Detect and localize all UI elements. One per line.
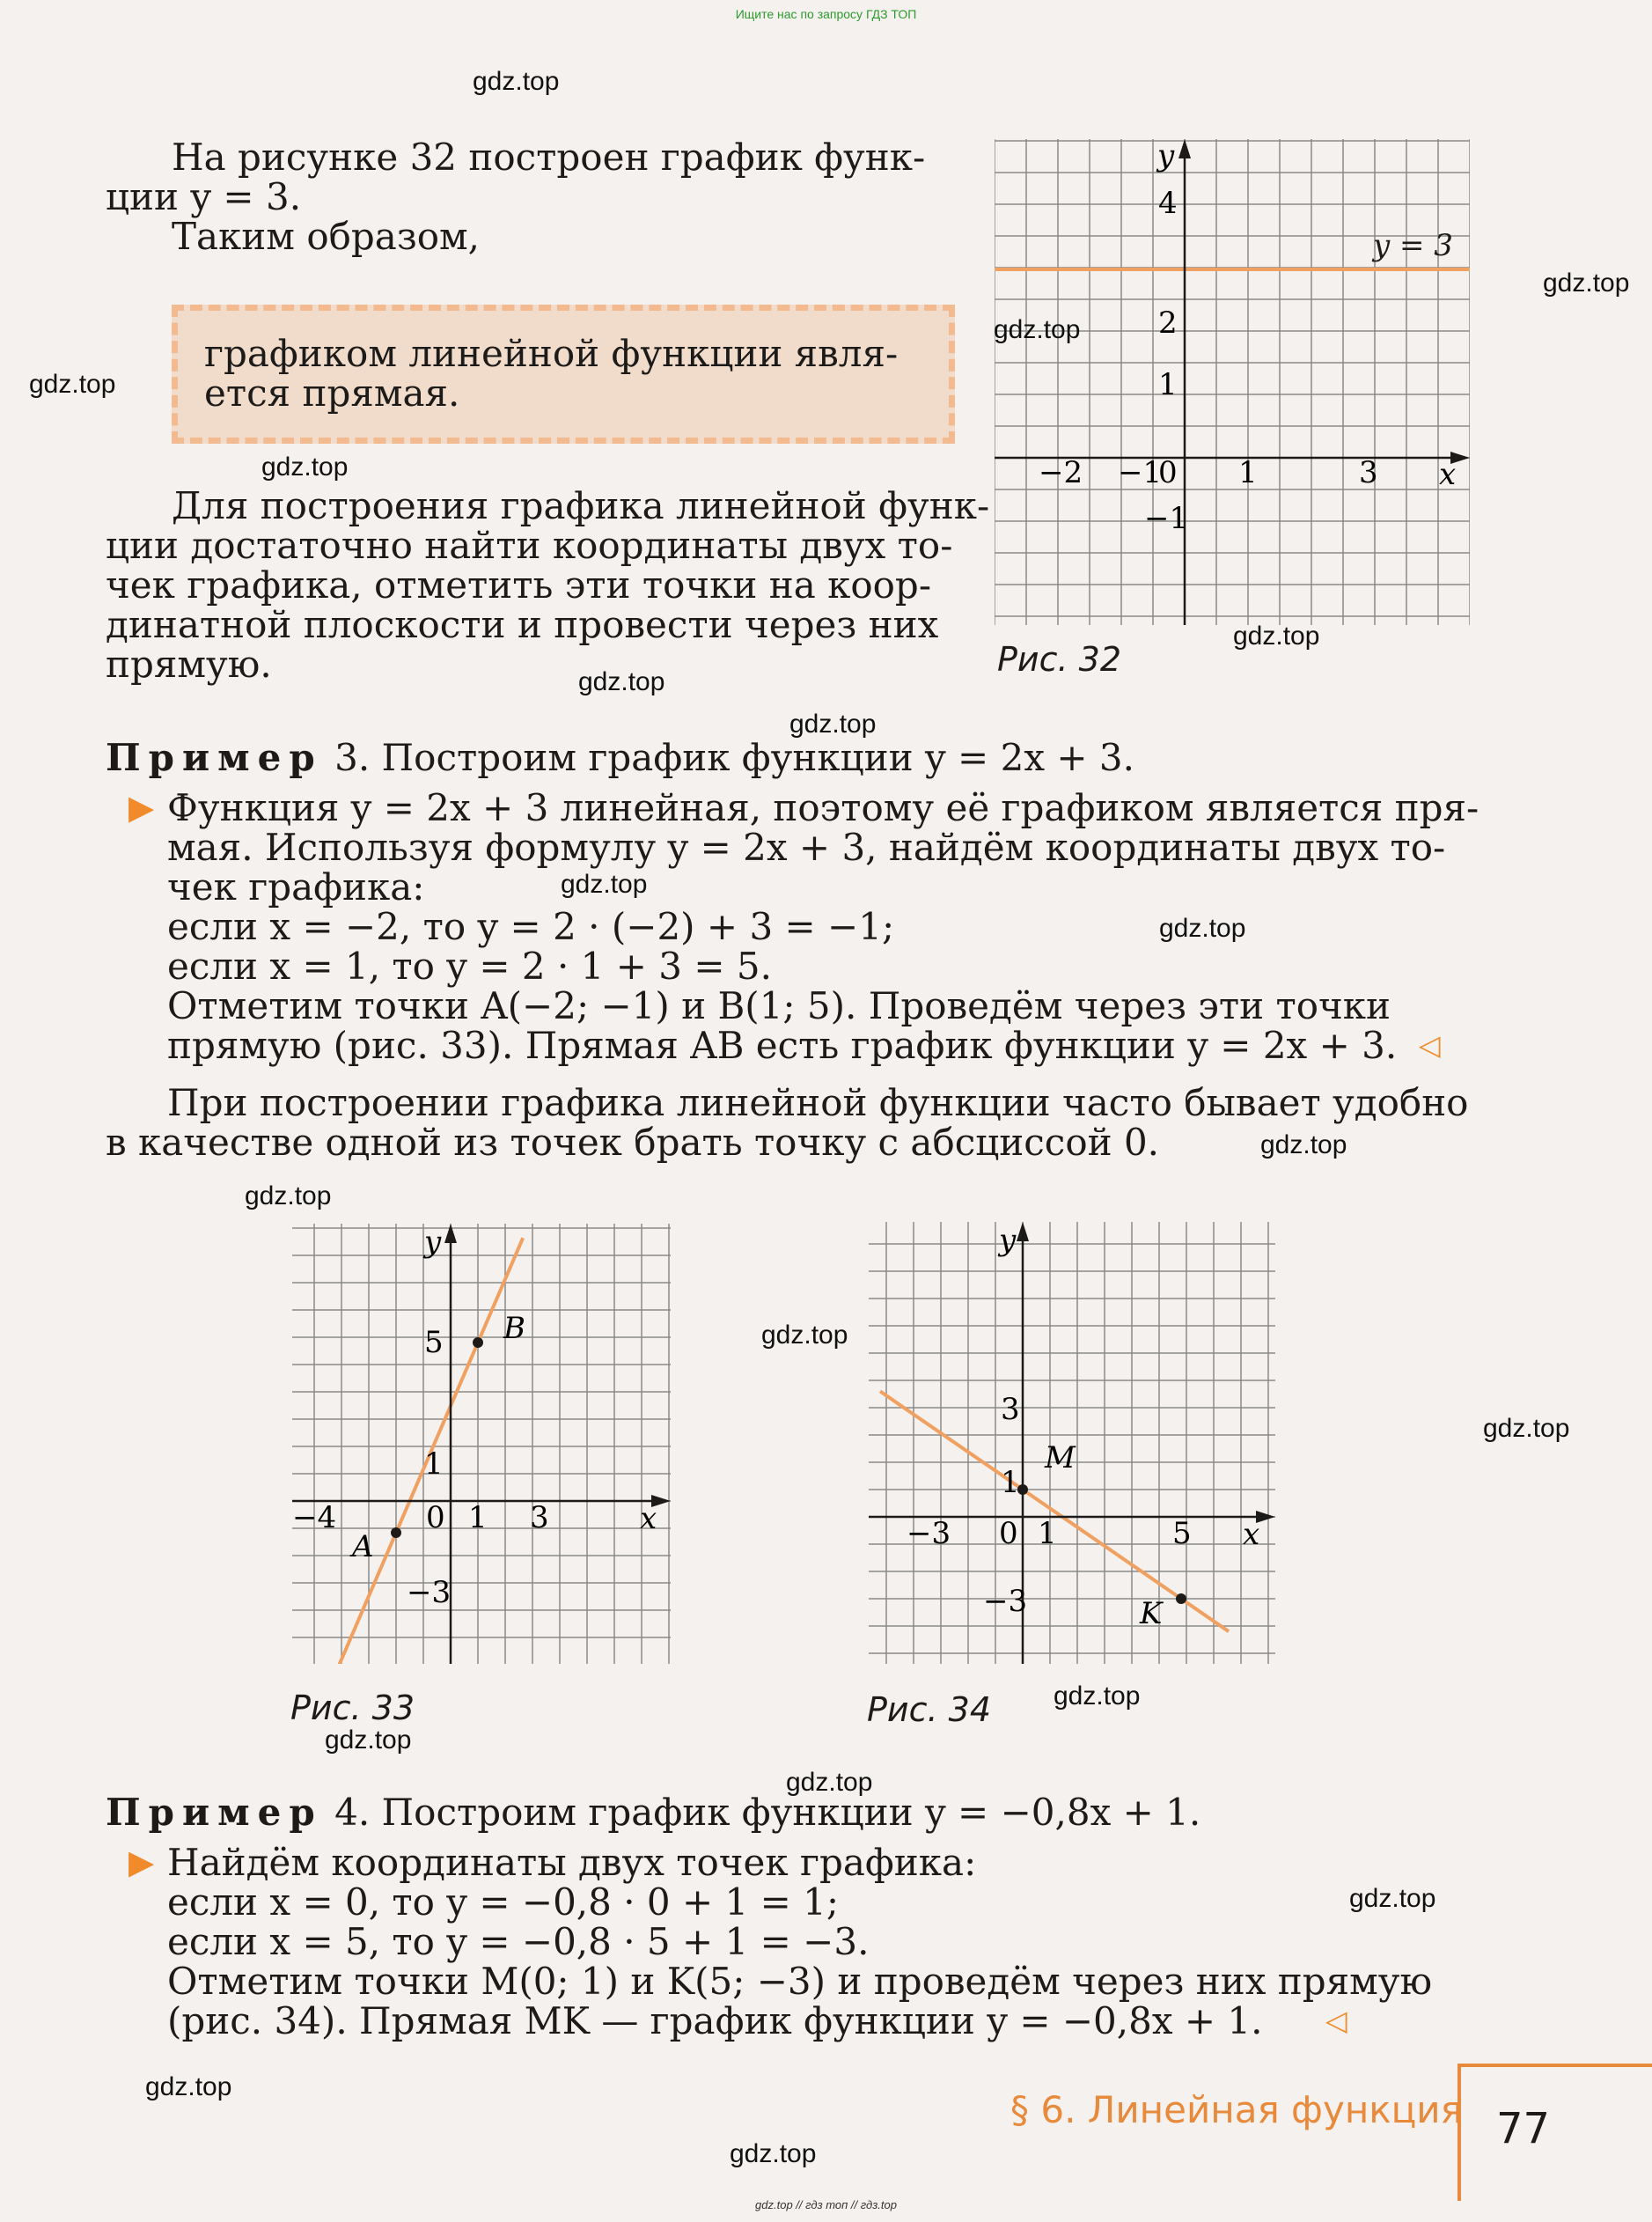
intro-line-1: На рисунке 32 построен график функ- bbox=[172, 136, 926, 179]
example3-line-4: если x = −2, то y = 2 · (−2) + 3 = −1; bbox=[167, 905, 895, 948]
tick-y-2: 2 bbox=[1158, 305, 1178, 341]
watermark: gdz.top bbox=[1349, 1884, 1436, 1913]
line-mk bbox=[880, 1391, 1229, 1631]
example3-line-7: прямую (рис. 33). Прямая AB есть график функции y = 2x + 3. bbox=[167, 1024, 1398, 1067]
axis-label-x: x bbox=[640, 1501, 657, 1536]
point-k bbox=[1176, 1593, 1186, 1604]
tick-y-1: 1 bbox=[1001, 1465, 1020, 1500]
tick-y-4: 4 bbox=[1158, 186, 1178, 221]
tick-y-1: 1 bbox=[1158, 367, 1178, 402]
example3-line-3: чек графика: bbox=[167, 865, 425, 909]
label-point-k: K bbox=[1140, 1596, 1163, 1631]
watermark: gdz.top bbox=[145, 2072, 232, 2101]
definition-line-2: ется прямая. bbox=[204, 372, 460, 415]
watermark: gdz.top bbox=[1054, 1681, 1141, 1711]
y-axis-arrow bbox=[1178, 139, 1191, 158]
triangle-start-icon: ▶ bbox=[128, 1843, 155, 1881]
top-note: Ищите нас по запросу ГДЗ ТОП bbox=[735, 7, 917, 21]
example4-line-3: если x = 5, то y = −0,8 · 5 + 1 = −3. bbox=[167, 1920, 870, 1963]
watermark: gdz.top bbox=[325, 1725, 412, 1755]
para1-line-1: Для построения графика линейной функ- bbox=[172, 484, 990, 527]
tick-y-5: 5 bbox=[424, 1325, 444, 1360]
tick-x-3: 3 bbox=[530, 1500, 549, 1535]
page-number: 77 bbox=[1496, 2104, 1551, 2153]
tick-y-1: 1 bbox=[424, 1446, 444, 1482]
example3-line-2: мая. Используя формулу y = 2x + 3, найдём координаты двух то- bbox=[167, 826, 1446, 869]
example4-line-5: (рис. 34). Прямая MK — график функции y = −0,8x + 1. bbox=[167, 1999, 1263, 2042]
watermark: gdz.top bbox=[261, 452, 349, 482]
para1-line-4: динатной плоскости и провести через них bbox=[106, 603, 939, 646]
example4-label: Пример bbox=[106, 1791, 323, 1834]
y-axis-arrow bbox=[1017, 1222, 1029, 1241]
watermark: gdz.top bbox=[578, 667, 665, 696]
section-title: § 6. Линейная функция bbox=[1010, 2088, 1463, 2131]
tick-x-1: 1 bbox=[468, 1500, 488, 1535]
label-point-m: M bbox=[1045, 1440, 1076, 1475]
line-label-y3: y = 3 bbox=[1373, 228, 1453, 263]
caption-fig33: Рис. 33 bbox=[290, 1689, 415, 1727]
tick-x-5: 5 bbox=[1172, 1516, 1192, 1551]
definition-line-1: графиком линейной функции явля- bbox=[204, 332, 899, 375]
label-point-a: A bbox=[352, 1529, 374, 1564]
tick-x-neg2: −2 bbox=[1039, 455, 1083, 490]
example4-line-2: если x = 0, то y = −0,8 · 0 + 1 = 1; bbox=[167, 1880, 840, 1924]
tick-x-1: 1 bbox=[1238, 455, 1258, 490]
tick-x-neg3: −3 bbox=[907, 1516, 951, 1551]
para2-line-1: При построении графика линейной функции часто бывает удобно bbox=[167, 1081, 1469, 1124]
tick-x-neg4: −4 bbox=[292, 1500, 337, 1535]
example4-title: 4. Построим график функции y = −0,8x + 1. bbox=[334, 1791, 1201, 1834]
tick-x-neg1: −1 bbox=[1118, 455, 1163, 490]
watermark: gdz.top bbox=[730, 2139, 817, 2168]
point-b bbox=[473, 1337, 483, 1348]
triangle-start-icon: ▶ bbox=[128, 788, 155, 827]
example3-line-1: Функция y = 2x + 3 линейная, поэтому её графиком является пря- bbox=[167, 786, 1479, 829]
y-axis-arrow bbox=[444, 1224, 457, 1243]
triangle-end-icon: ◁ bbox=[1325, 2004, 1347, 2037]
tick-y-neg3: −3 bbox=[407, 1575, 452, 1610]
intro-line-2: ции y = 3. bbox=[106, 175, 302, 218]
watermark: gdz.top bbox=[761, 1321, 848, 1350]
watermark: gdz.top bbox=[245, 1181, 332, 1210]
watermark: gdz.top bbox=[786, 1768, 873, 1797]
para1-line-3: чек графика, отметить эти точки на коор- bbox=[106, 563, 932, 607]
watermark: gdz.top bbox=[29, 370, 116, 399]
example3-line-5: если x = 1, то y = 2 · 1 + 3 = 5. bbox=[167, 945, 772, 988]
watermark: gdz.top bbox=[1233, 622, 1320, 651]
example3-label: Пример bbox=[106, 736, 323, 779]
example3-title: 3. Построим график функции y = 2x + 3. bbox=[334, 736, 1134, 779]
example4-header bbox=[106, 1792, 1200, 1832]
tick-x-1: 1 bbox=[1038, 1516, 1057, 1551]
tick-y-neg3: −3 bbox=[983, 1584, 1028, 1619]
example3-header bbox=[106, 738, 1134, 777]
tick-y-neg1: −1 bbox=[1144, 501, 1189, 536]
tick-x-3: 3 bbox=[1359, 455, 1378, 490]
label-point-b: B bbox=[503, 1311, 525, 1346]
axis-label-x: x bbox=[1243, 1517, 1260, 1552]
tick-x-0: 0 bbox=[426, 1500, 445, 1535]
para2-line-2: в качестве одной из точек брать точку с абсциссой 0. bbox=[106, 1121, 1160, 1164]
watermark: gdz.top bbox=[1543, 269, 1630, 298]
point-a bbox=[391, 1527, 401, 1538]
axis-label-y: y bbox=[1157, 139, 1175, 173]
example4-line-1: Найдём координаты двух точек графика: bbox=[167, 1841, 977, 1884]
figure-32 bbox=[995, 139, 1470, 625]
axis-label-y: y bbox=[999, 1223, 1017, 1258]
para1-line-5: прямую. bbox=[106, 643, 272, 686]
caption-fig32: Рис. 32 bbox=[997, 640, 1122, 679]
watermark: gdz.top bbox=[473, 67, 560, 96]
watermark: gdz.top bbox=[1159, 914, 1246, 943]
tick-y-3: 3 bbox=[1001, 1392, 1020, 1427]
watermark: gdz.top bbox=[561, 870, 648, 899]
figure-34 bbox=[869, 1222, 1275, 1664]
para1-line-2: ции достаточно найти координаты двух то- bbox=[106, 524, 953, 567]
example4-line-4: Отметим точки M(0; 1) и K(5; −3) и проведём через них прямую bbox=[167, 1960, 1433, 2003]
example3-line-6: Отметим точки A(−2; −1) и B(1; 5). Проведём через эти точки bbox=[167, 984, 1391, 1027]
page-number-box bbox=[1457, 2064, 1652, 2201]
figure-33 bbox=[292, 1224, 671, 1664]
axis-label-x: x bbox=[1439, 457, 1457, 492]
bottom-note: gdz.top // гдз топ // гдз.top bbox=[755, 2198, 897, 2211]
axis-label-y: y bbox=[424, 1225, 442, 1260]
triangle-end-icon: ◁ bbox=[1419, 1028, 1441, 1062]
watermark: gdz.top bbox=[1260, 1130, 1347, 1159]
watermark: gdz.top bbox=[789, 710, 877, 739]
tick-x-0: 0 bbox=[1158, 455, 1178, 490]
definition-box bbox=[172, 305, 955, 444]
intro-line-3: Таким образом, bbox=[172, 215, 481, 258]
watermark: gdz.top bbox=[994, 315, 1081, 344]
tick-x-0: 0 bbox=[999, 1516, 1018, 1551]
caption-fig34: Рис. 34 bbox=[867, 1690, 992, 1729]
watermark: gdz.top bbox=[1483, 1414, 1570, 1443]
